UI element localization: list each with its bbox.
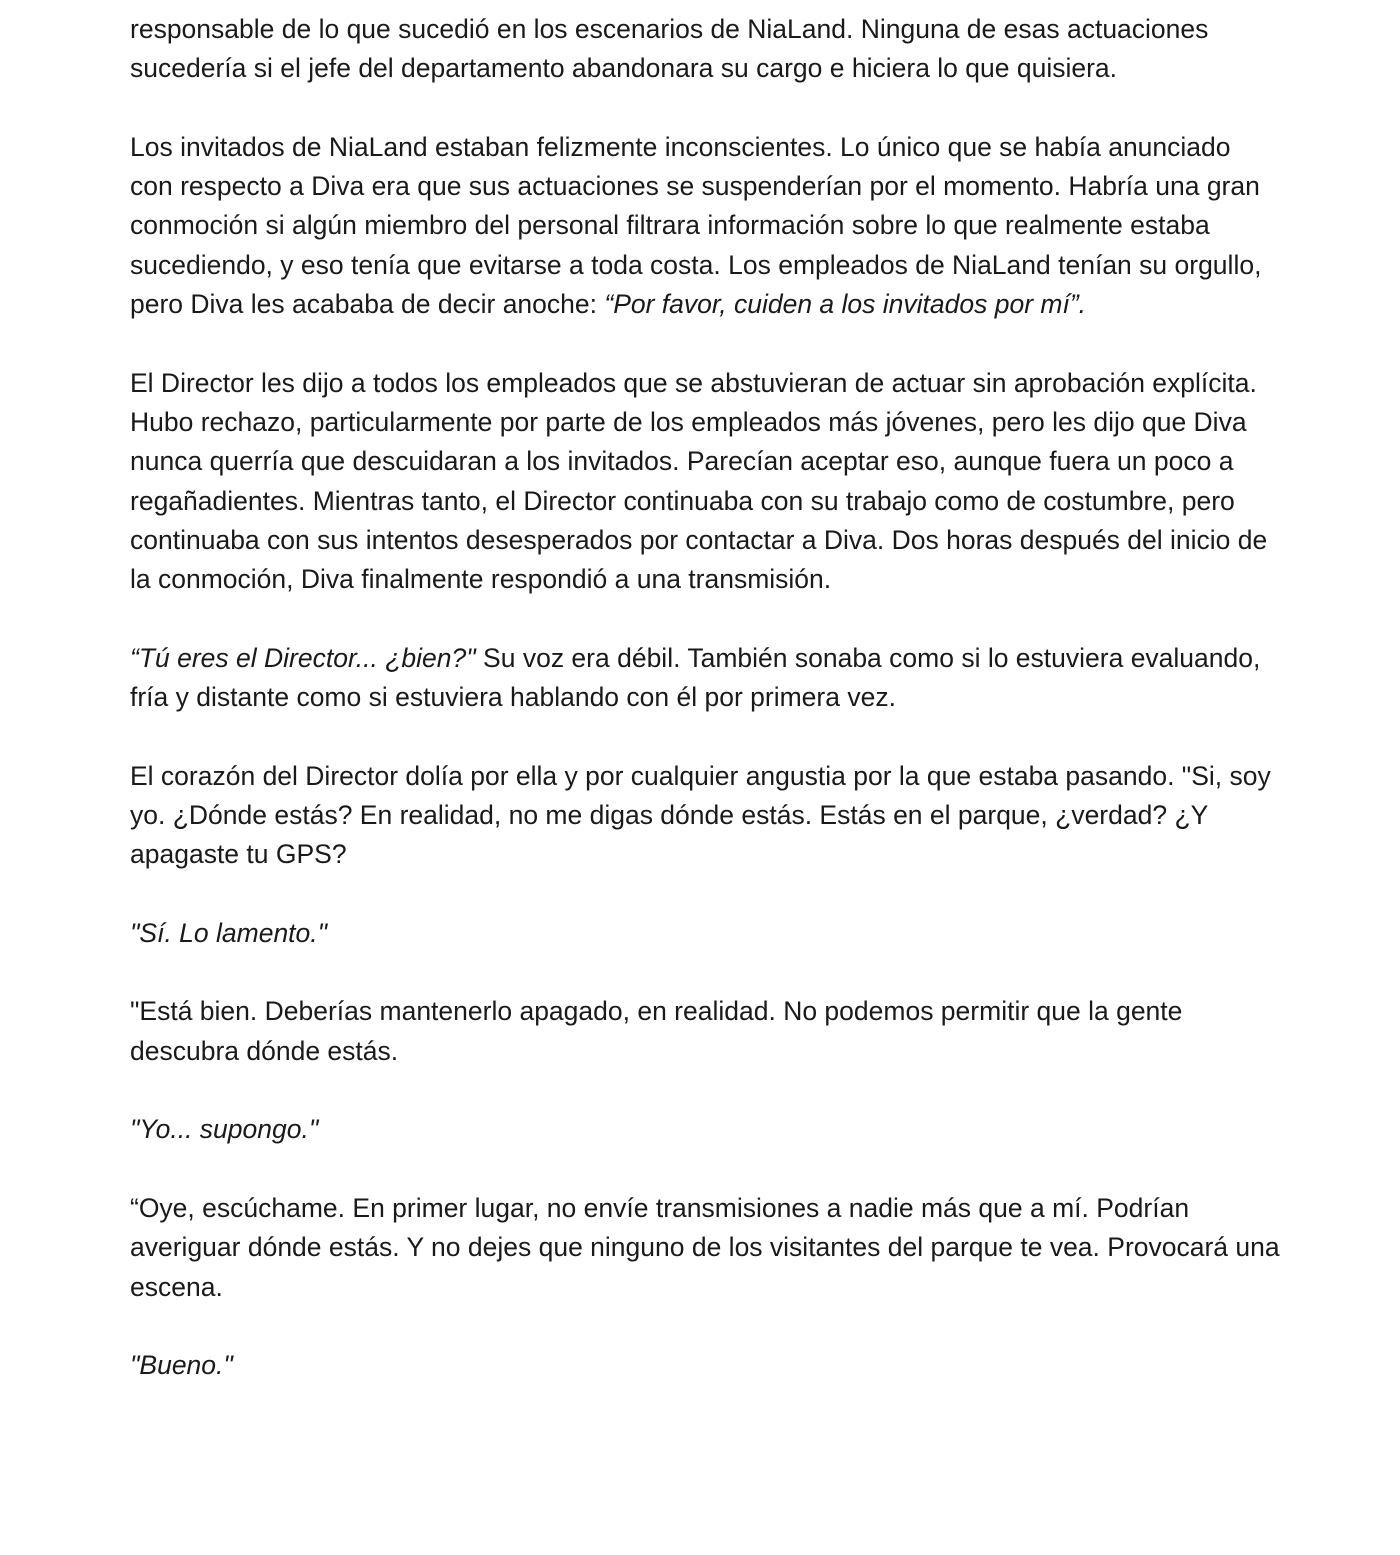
italic-text-run: “Por favor, cuiden a los invitados por mí”. [604,289,1087,320]
italic-text-run: "Yo... supongo." [130,1114,319,1145]
paragraph [130,128,1280,324]
paragraph [130,364,1280,600]
text-run: "Está bien. Deberías mantenerlo apagado, en realidad. No podemos permitir que la gente descubra dónde estás. [130,996,1183,1066]
italic-text-run: "Bueno." [130,1350,233,1381]
document-page [130,10,1280,1425]
paragraph [130,10,1280,89]
text-run: responsable de lo que sucedió en los escenarios de NiaLand. Ninguna de esas actuaciones sucedería si el jefe del departamento abandonara su cargo e hiciera lo que quisiera. [130,14,1209,84]
paragraph [130,1110,1280,1149]
paragraph [130,1189,1280,1307]
italic-text-run: “Tú eres el Director... ¿bien?" [130,642,476,673]
paragraph [130,1346,1280,1385]
text-run: “Oye, escúchame. En primer lugar, no envíe transmisiones a nadie más que a mí. Podrían averiguar dónde estás. Y no dejes que ninguno de los visitantes del parque te vea. Provocará una escena. [130,1192,1280,1302]
text-run: El corazón del Director dolía por ella y por cualquier angustia por la que estaba pasando. "Si, soy yo. ¿Dónde estás? En realidad, no me digas dónde estás. Estás en el parque, ¿verdad? ¿Y apagaste tu GPS? [130,760,1271,870]
paragraph [130,757,1280,875]
text-run: Su voz era débil. También sonaba como si lo estuviera evaluando, fría y distante como si estuviera hablando con él por primera vez. [130,642,1261,713]
text-run: El Director les dijo a todos los empleados que se abstuvieran de actuar sin aprobación explícita. Hubo rechazo, particularmente por parte de los empleados más jóvenes, pero les dijo que Diva nunca querría que descuidaran a los invitados. Parecían aceptar eso, aunque fuera un poco a regañadientes. Mientras tanto, el Director continuaba con su trabajo como de costumbre, pero continuaba con sus intentos desesperados por contactar a Diva. Dos horas después del inicio de la conmoción, Diva finalmente respondió a una transmisión. [130,367,1268,595]
text-run: Los invitados de NiaLand estaban felizmente inconscientes. Lo único que se había anunciado con respecto a Diva era que sus actuaciones se suspenderían por el momento. Habría una gran conmoción si algún miembro del personal filtrara información sobre lo que realmente estaba sucediendo, y eso tenía que evitarse a toda costa. Los empleados de NiaLand tenían su orgullo, pero Diva les acababa de decir anoche: [130,131,1262,320]
paragraph [130,992,1280,1071]
paragraph [130,639,1280,718]
paragraph [130,914,1280,953]
italic-text-run: "Sí. Lo lamento." [130,917,328,948]
